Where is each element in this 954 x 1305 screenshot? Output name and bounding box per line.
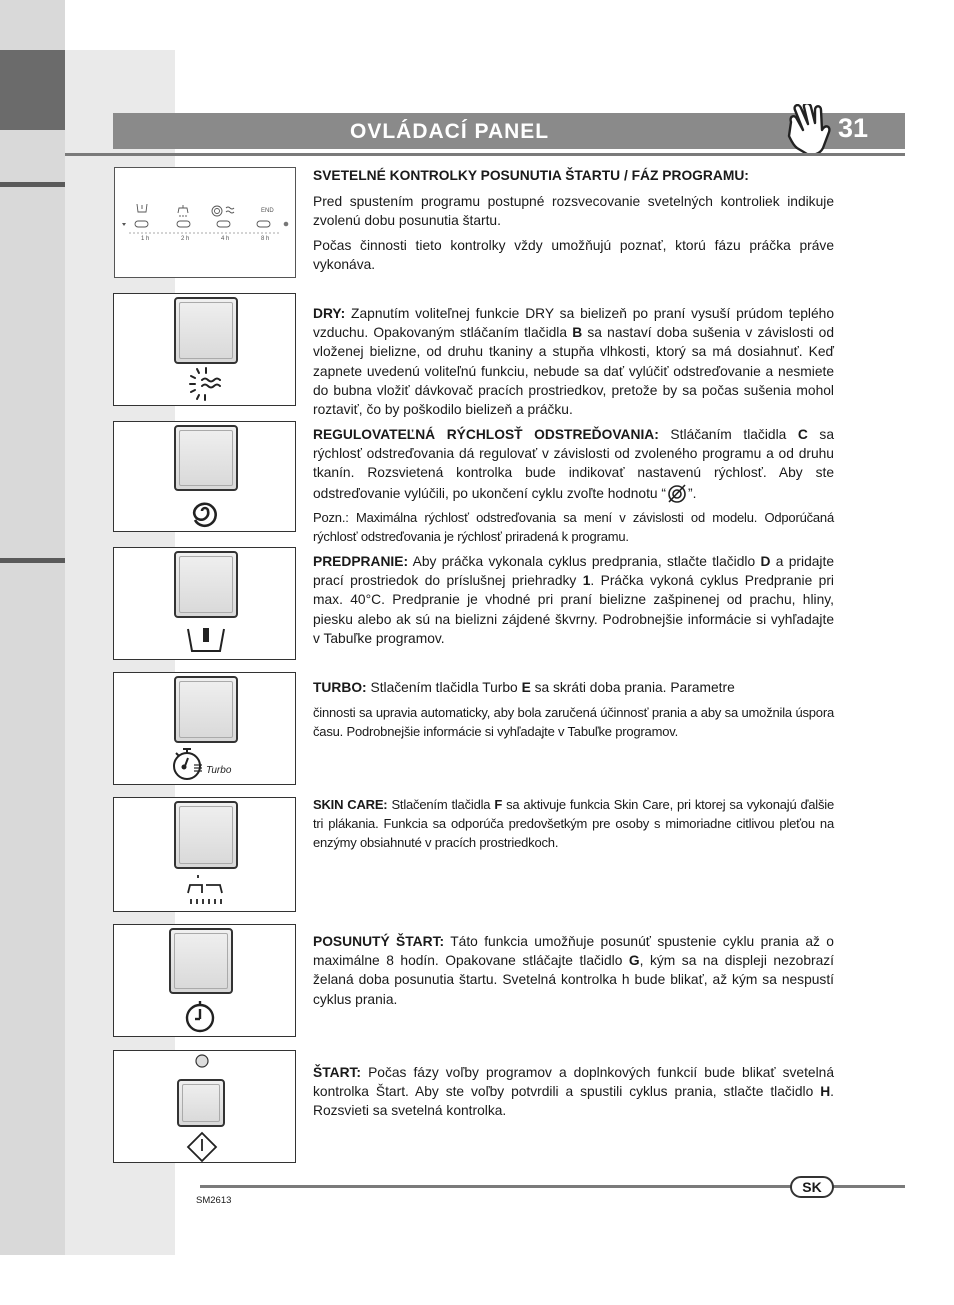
dry-icon: [188, 366, 228, 402]
spin-button[interactable]: [174, 425, 238, 491]
led-label-4h: 4 h: [221, 236, 230, 242]
delay-section: POSUNUTÝ ŠTART: Táto funkcia umožňuje posunúť spustenie cyklu prania až o maximálne 8 hodín. Opakovane stláčajte tlačidlo G, kým sa na displeji nezobrazí želaná doba posunutia štartu. Svetelná kontrolka h bude blikať, až kým sa nespustí cyklus prania.: [313, 934, 834, 1007]
skincare-section: SKIN CARE: Stlačením tlačidla F sa aktivuje funkcia Skin Care, pri ktorej sa vykonajú ďalšie tri plákania. Funkcia sa odporúča predovšetkým pre osoby s mimoriadne citlivou pleťou na enzýmy obsiahnuté v pracích prostriedkoch.: [313, 797, 835, 851]
prewash-label: PREDPRANIE:: [313, 554, 409, 569]
leds-paragraph-1: Pred spustením programu postupné rozsvecovanie svetelných kontroliek indikuje zvolenú dobu posunutia štartu.: [313, 194, 834, 229]
turbo-paragraph-2: činnosti sa upravia automaticky, aby bola zaručená účinnosť prania a aby sa umožnila úspora času. Podrobnejšie informácie si vyhľadajte v Tabuľke programov.: [313, 705, 834, 740]
turbo-section: TURBO: Stlačením tlačidla Turbo E sa skráti doba prania. Parametre činnosti sa upravia automaticky, aby bola zaručená účinnosť prania a aby sa umožnila úspora času. Podrobnejšie informácie si vyhľadajte v Tabuľke programov.: [313, 678, 834, 747]
hand-icon: [785, 104, 835, 156]
start-section: ŠTART: Počas fázy voľby programov a doplnkových funkcií bude blikať svetelná kontrolka Štart. Aby ste voľby potvrdili a spustili cyklus prania, stlačte tlačidlo H. Rozsvieti sa svetelná kontrolka.: [313, 1065, 834, 1119]
spin-section: REGULOVATEĽNÁ RÝCHLOSŤ ODSTREĎOVANIA: Stláčaním tlačidla C sa rýchlosť odstreďovania dá regulovať v závislosti od zvoleného programu a od druhu tkanín. Rozsvietená kontrolka bude indikovať nastavenú rýchlosť. Aby ste odstreďovanie vylúčili, po ukončení cyklu zvoľte hodnotu “ ”. Pozn.: Maximálna rýchlosť odstreďovania sa mení v závislosti od modelu. Odporúčaná rýchlosť odstreďovania je rýchlosť priradená k programu.: [313, 425, 834, 551]
turbo-label: Turbo: [206, 765, 232, 776]
dry-panel: [113, 293, 296, 406]
side-divider: [0, 182, 65, 187]
page-title: OVLÁDACÍ PANEL: [350, 120, 550, 143]
spin-panel: [113, 421, 296, 532]
side-strip: [0, 0, 65, 1255]
led-end-dot: [284, 222, 289, 227]
delay-label: POSUNUTÝ ŠTART:: [313, 934, 445, 949]
leds-paragraph-2: Počas činnosti tieto kontrolky vždy umožňujú poznať, ktorú fázu práčka práve vykonáva.: [313, 237, 834, 272]
skincare-button[interactable]: [174, 801, 238, 869]
led-4h: [217, 221, 230, 227]
page-number: 31: [838, 113, 869, 143]
turbo-heading: TURBO:: [313, 680, 367, 695]
skincare-label: SKIN CARE:: [313, 797, 388, 812]
dry-section: DRY: Zapnutím voliteľnej funkcie DRY sa bielizeň po praní vysuší prúdom teplého vzduchu. Opakovaným stláčaním tlačidla B sa nastaví doba sušenia v závislosti od vloženej bielizne, od druhu tkaniny a stupňa vlhkosti, ktorý sa má dosiahnuť. Keď zapnete uvedenú voliteľnú funkciu, nebude sa dať vylúčiť odstreďovanie a nesmiete do bubna vložiť dávkovač pracích prostriedkov, pretože by sa počas sušenia mohol roztaviť, čo by poškodilo bielizeň a práčku.: [313, 306, 834, 418]
document-code: SM2613: [196, 1195, 232, 1206]
arrow-down-icon: [122, 223, 126, 226]
prewash-panel: [113, 547, 296, 660]
spin-dry-small-icon: [212, 206, 234, 216]
led-8h: [257, 221, 270, 227]
prewash-button[interactable]: [174, 551, 238, 618]
led-label-1h: 1 h: [141, 236, 150, 242]
header-rule: [65, 153, 905, 156]
start-icon: [186, 1131, 218, 1163]
side-tab-marker: [0, 50, 65, 130]
start-button[interactable]: [177, 1079, 225, 1127]
start-label: ŠTART:: [313, 1065, 362, 1080]
leds-heading: SVETELNÉ KONTROLKY POSUNUTIA ŠTARTU / FÁZ PROGRAMU:: [313, 168, 749, 183]
start-panel: [113, 1050, 296, 1163]
turbo-panel: [113, 672, 296, 785]
side-divider: [0, 558, 65, 563]
language-badge: SK: [790, 1176, 834, 1198]
leds-section: [313, 166, 834, 279]
led-label-8h: 8 h: [261, 236, 270, 242]
skincare-panel: [113, 797, 296, 912]
prewash-section: PREDPRANIE: Aby práčka vykonala cyklus predprania, stlačte tlačidlo D a pridajte prací prostriedok do príslušnej priehradky 1. Práčka vykoná cyklus Predpranie pri max. 40°C. Predpranie je vhodné pri praní bielizne zašpinenej od prachu, hliny, piesku alebo ak sú na bielizni zájdené škvrny. Podrobnejšie informácie si vyhľadajte v Tabuľke programov.: [313, 554, 835, 646]
end-label: END: [261, 208, 274, 214]
delay-panel: [113, 924, 296, 1037]
led-2h: [177, 221, 190, 227]
dry-label: DRY:: [313, 306, 346, 321]
spin-label: REGULOVATEĽNÁ RÝCHLOSŤ ODSTREĎOVANIA:: [313, 427, 659, 442]
led-1h: [135, 221, 148, 227]
stopwatch-icon: [170, 745, 206, 783]
delay-start-button[interactable]: [169, 928, 233, 994]
led-indicator-icons: [115, 168, 295, 277]
led-label-2h: 2 h: [181, 236, 190, 242]
start-led: [194, 1053, 210, 1069]
prewash-small-icon: [137, 204, 147, 212]
spin-icon: [186, 494, 224, 528]
spin-note: Pozn.: Maximálna rýchlosť odstreďovania sa mení v závislosti od modelu. Odporúčaná rýchlosť odstreďovania je rýchlosť priradená k programu.: [313, 509, 834, 545]
skin-care-icon: [184, 873, 228, 909]
wash-small-icon: [178, 205, 188, 217]
prewash-icon: [186, 624, 226, 654]
no-spin-icon: [666, 483, 688, 503]
clock-icon: [184, 999, 218, 1033]
dry-button[interactable]: [174, 297, 238, 364]
turbo-button[interactable]: [174, 676, 238, 743]
led-panel: [114, 167, 296, 278]
